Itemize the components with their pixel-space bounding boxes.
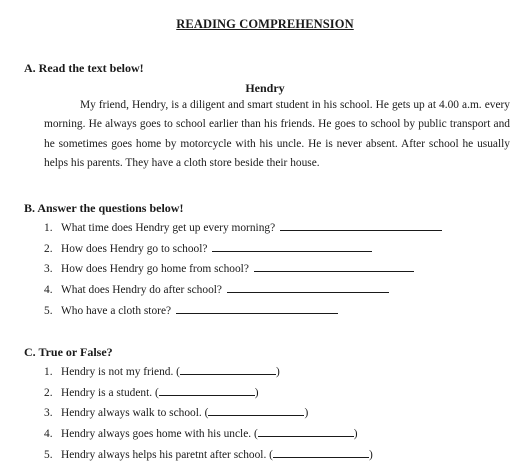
question-text: Who have a cloth store? — [61, 304, 172, 317]
statement-text: Hendry always walk to school. — [61, 407, 202, 420]
answer-parentheses — [155, 383, 259, 404]
open-paren: ( — [154, 386, 159, 399]
question-item — [44, 239, 442, 260]
statement-number: 1. — [44, 366, 53, 378]
worksheet-title: READING COMPREHENSION — [176, 17, 354, 31]
question-text: What time does Hendry get up every morning? — [61, 222, 276, 234]
section-c-heading: C. True or False? — [24, 345, 113, 359]
section-a-heading: A. Read the text below! — [24, 61, 144, 75]
close-paren: ) — [353, 428, 358, 441]
answer-blank[interactable] — [208, 403, 304, 416]
story-title: Hendry — [245, 81, 285, 95]
section-b-heading: B. Answer the questions below! — [24, 201, 184, 215]
open-paren: ( — [204, 407, 209, 420]
statement-number: 4. — [44, 428, 53, 441]
statement-item — [44, 445, 373, 466]
statement-number: 3. — [44, 407, 53, 420]
answer-parentheses — [269, 445, 373, 466]
question-number: 4. — [44, 284, 53, 297]
question-item — [44, 280, 442, 301]
true-false-list — [44, 362, 373, 465]
question-item — [44, 259, 442, 280]
question-text: What does Hendry do after school? — [61, 284, 222, 297]
answer-parentheses — [254, 424, 358, 445]
statement-text: Hendry always helps his paretnt after school. — [61, 448, 267, 461]
open-paren: ( — [253, 428, 258, 441]
reading-passage: My friend, Hendry, is a diligent and smart student in his school. He gets up at 4.00 a.m. every morning. He always goes to school earlier than his friends. He goes to school by public transport and he sometimes goes home by motorcycle with his uncle. He is never absent. After school he usually helps his parents. They have a cloth store beside their house. — [44, 99, 510, 169]
close-paren: ) — [254, 386, 259, 399]
answer-blank[interactable] — [212, 239, 372, 252]
statement-item — [44, 424, 373, 445]
question-number: 2. — [44, 242, 53, 255]
close-paren: ) — [368, 448, 373, 461]
answer-blank[interactable] — [176, 301, 338, 314]
close-paren: ) — [304, 407, 309, 420]
question-item — [44, 218, 442, 239]
statement-text: Hendry is a student. — [61, 386, 153, 399]
statement-text: Hendry always goes home with his uncle. — [61, 428, 252, 441]
question-number: 3. — [44, 263, 53, 276]
answer-blank[interactable] — [280, 218, 442, 231]
answer-parentheses — [176, 362, 280, 383]
answer-blank[interactable] — [273, 445, 369, 458]
answer-blank[interactable] — [180, 362, 276, 375]
answer-parentheses — [205, 403, 309, 424]
statement-item — [44, 403, 373, 424]
open-paren: ( — [176, 366, 180, 378]
open-paren: ( — [269, 448, 273, 461]
question-number: 5. — [44, 304, 53, 317]
answer-blank[interactable] — [159, 383, 255, 396]
statement-text: Hendry is not my friend. — [61, 366, 174, 378]
answer-blank[interactable] — [227, 280, 389, 293]
statement-number: 5. — [44, 448, 53, 461]
answer-blank[interactable] — [258, 424, 354, 437]
statement-number: 2. — [44, 386, 53, 399]
question-list — [44, 218, 442, 321]
statement-item — [44, 383, 373, 404]
question-text: How does Hendry go to school? — [61, 242, 208, 255]
close-paren: ) — [275, 366, 280, 378]
question-text: How does Hendry go home from school? — [61, 263, 249, 276]
question-item — [44, 301, 442, 322]
statement-item — [44, 362, 373, 383]
answer-blank[interactable] — [254, 259, 414, 272]
question-number: 1. — [44, 222, 53, 234]
